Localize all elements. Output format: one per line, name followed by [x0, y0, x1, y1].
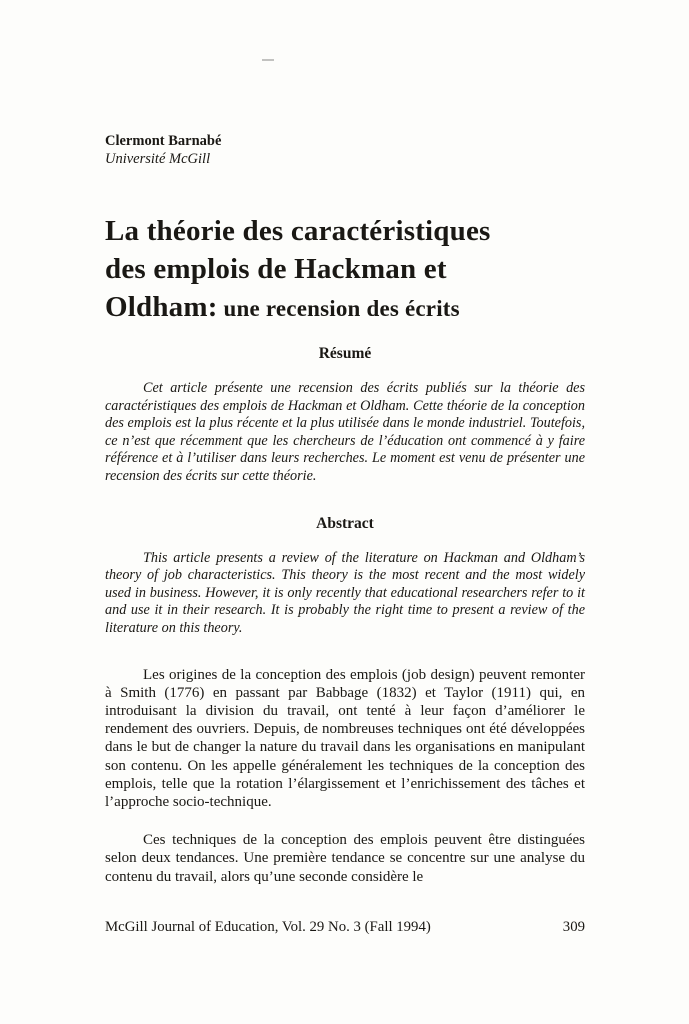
- abstract-heading: Abstract: [316, 514, 374, 532]
- author-affiliation: Université McGill: [105, 151, 211, 167]
- title-line-1: La théorie des caractéristiques: [105, 215, 491, 247]
- page-number: 309: [562, 919, 585, 935]
- title-line-2: des emplois de Hackman et: [105, 253, 447, 285]
- title-line-3: [105, 288, 585, 328]
- title-line-3-main: Oldham:: [105, 291, 218, 323]
- title-line-3-subtitle: une recension des écrits: [217, 296, 460, 321]
- abstract-text: This article presents a review of the literature on Hackman and Oldham’s theory of job characteristics. This theory is the most recent and the most widely used in business. However, it is only recently that educational researchers refer to it and use it in their research. It is probably the right time to present a review of the literature on this theory.: [105, 549, 585, 636]
- page-footer: [105, 918, 585, 936]
- journal-citation: McGill Journal of Education, Vol. 29 No. 3 (Fall 1994): [105, 919, 431, 935]
- author-name: Clermont Barnabé: [105, 133, 222, 149]
- resume-text: Cet article présente une recension des écrits publiés sur la théorie des caractéristiques des emplois de Hackman et Oldham. Cette théorie de la conception des emplois est la plus récente et la plus utilisée dans le monde industriel. Toutefois, ce n’est que récemment que les chercheurs de l’éducation ont commencé à y faire référence et à l’utiliser dans leurs recherches. Le moment est venu de présenter une recension des écrits sur cette théorie.: [105, 380, 585, 484]
- resume-heading: Résumé: [318, 345, 372, 362]
- scan-artifact: [262, 59, 274, 61]
- body-paragraph-2: Ces techniques de la conception des emplois peuvent être distinguées selon deux tendances. Une première tendance se concentre sur une analyse du contenu du travail, alors qu’une seconde considère le: [105, 832, 585, 885]
- article-title: [105, 212, 585, 328]
- body-paragraph-1: Les origines de la conception des emplois (job design) peuvent remonter à Smith (1776) en passant par Babbage (1832) et Taylor (1911) qui, en introduisant la division du travail, ont tenté à leur façon d’améliorer le rendement des ouvriers. Depuis, de nombreuses techniques ont été développées dans le but de changer la nature du travail dans les organisations en manipulant son contenu. On les appelle généralement les techniques de la conception des emplois, telle que la rotation l’élargissement et l’enrichissement des tâches et l’approche socio-technique.: [105, 666, 585, 810]
- author-block: [105, 132, 585, 168]
